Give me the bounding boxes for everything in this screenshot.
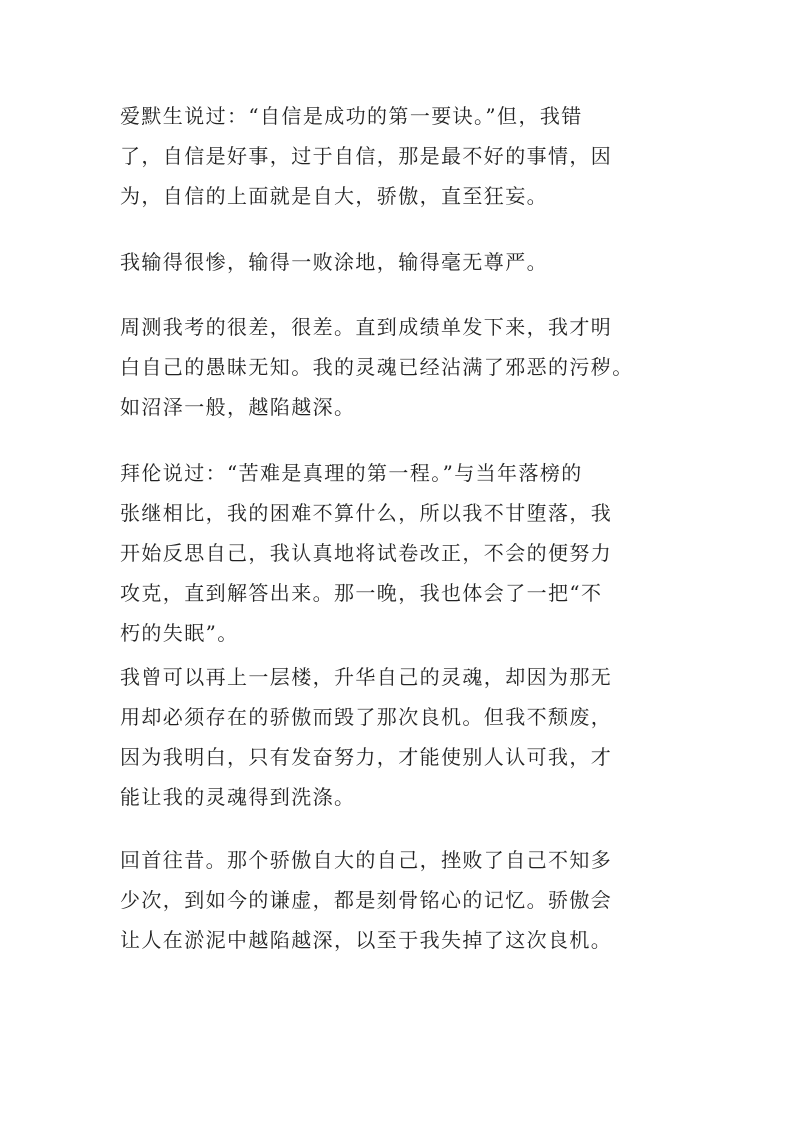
paragraph-line: 张继相比，我的困难不算什么，所以我不甘堕落，我 xyxy=(120,501,613,525)
paragraph-line: 能让我的灵魂得到洗涤。 xyxy=(120,785,356,809)
paragraph-defeat xyxy=(120,242,690,282)
paragraph-line: 爱默生说过：“自信是成功的第一要诀。”但，我错 xyxy=(120,104,583,128)
paragraph-line: 周测我考的很差，很差。直到成绩单发下来，我才明 xyxy=(120,315,613,339)
paragraph-line: 回首往昔。那个骄傲自大的自己，挫败了自己不知多 xyxy=(120,848,613,872)
paragraph-reflection xyxy=(120,840,690,960)
paragraph-missed-chance xyxy=(120,657,690,817)
paragraph-line: 我曾可以再上一层楼，升华自己的灵魂，却因为那无 xyxy=(120,665,613,689)
paragraph-line: 我输得很惨，输得一败涂地，输得毫无尊严。 xyxy=(120,250,548,274)
paragraph-emerson-quote xyxy=(120,96,690,216)
paragraph-line: 少次，到如今的谦虚，都是刻骨铭心的记忆。骄傲会 xyxy=(120,888,613,912)
paragraph-line: 用却必须存在的骄傲而毁了那次良机。但我不颓废， xyxy=(120,705,613,729)
paragraph-line: 让人在淤泥中越陷越深，以至于我失掉了这次良机。 xyxy=(120,928,613,952)
paragraph-line: 如沼泽一般，越陷越深。 xyxy=(120,395,356,419)
paragraph-line: 白自己的愚昧无知。我的灵魂已经沾满了邪恶的污秽。 xyxy=(120,355,634,379)
paragraph-byron-quote xyxy=(120,453,690,653)
paragraph-line: 为，自信的上面就是自大，骄傲，直至狂妄。 xyxy=(120,184,548,208)
paragraph-line: 拜伦说过：“苦难是真理的第一程。”与当年落榜的 xyxy=(120,461,583,485)
paragraph-line: 因为我明白，只有发奋努力，才能使别人认可我，才 xyxy=(120,745,613,769)
paragraph-line: 了，自信是好事，过于自信，那是最不好的事情，因 xyxy=(120,144,613,168)
paragraph-line: 攻克，直到解答出来。那一晚，我也体会了一把“不 xyxy=(120,581,603,605)
paragraph-line: 朽的失眠”。 xyxy=(120,621,239,645)
paragraph-line: 开始反思自己，我认真地将试卷改正，不会的便努力 xyxy=(120,541,613,565)
paragraph-weekly-test xyxy=(120,307,690,427)
